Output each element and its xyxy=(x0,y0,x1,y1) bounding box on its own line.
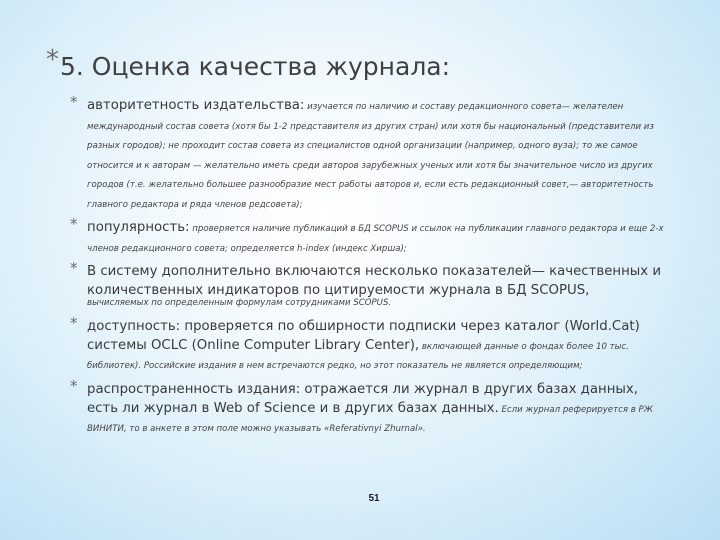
bullet-icon: * xyxy=(70,376,78,395)
bullet-main-text: авторитетность издательства: xyxy=(87,98,305,113)
bullet-note-text: включающей данные о фондах более 10 тыс. библиотек). Российские издания в нем встречаются редко, но этот показатель не является определяющим; xyxy=(87,341,629,371)
slide-title xyxy=(46,45,686,82)
bullet-main-text: распространенность издания: отражается ли журнал в других базах данных, есть ли журнал в Web of Science и в других базах данных. xyxy=(87,381,638,416)
bullet-main-text: популярность: xyxy=(87,220,190,235)
bullet-icon: * xyxy=(70,215,78,233)
bullet-list xyxy=(70,94,670,441)
bullet-authority xyxy=(70,94,670,211)
bullet-availability xyxy=(70,315,670,373)
bullet-note-text: вычисляемых по определенным формулам сотрудниками SCOPUS. xyxy=(87,298,392,308)
bullet-note-text: изучается по наличию и составу редакционного совета— желателен международный состав совета (хотя бы 1-2 представителя из других стран) или хотя бы национальный (представители из разных городов); не проходит состав совета из специалистов одной организации (например, одного вуза); то же самое относится и к авторам — желательно иметь среди авторов зарубежных ученых или хотя бы значительное число из других городов (т.е. желательно большее разнообразие мест работы авторов и, если есть редакционный совет,— авторитетность главного редактора и ряда членов редсовета); xyxy=(87,102,654,210)
bullet-main-text: В систему дополнительно включаются несколько показателей— качественных и количественных индикаторов по цитируемости журнала в БД SCOPUS, xyxy=(87,264,662,298)
bullet-icon: * xyxy=(70,93,78,111)
bullet-main-text: доступность: проверяется по обширности подписки через каталог (World.Cat) системы OCLC (Online Computer Library Center), xyxy=(87,318,640,353)
title-text: 5. Оценка качества журнала: xyxy=(60,52,451,81)
bullet-note-text: проверяется наличие публикаций в БД SCOPUS и ссылок на публикации главного редактора и еще 2-х членов редакционного совета; определяется h-index (индекс Хирша); xyxy=(87,224,664,254)
bullet-extra-indicators xyxy=(70,260,670,310)
bullet-distribution xyxy=(70,378,670,436)
bullet-note-text: Если журнал реферируется в РЖ ВИНИТИ, то в анкете в этом поле можно указывать «Referativnyi Zhurnal». xyxy=(87,404,653,434)
page-number: 51 xyxy=(368,493,380,504)
title-bullet-icon: * xyxy=(46,45,59,75)
bullet-icon: * xyxy=(70,259,78,277)
bullet-icon: * xyxy=(70,313,78,332)
bullet-popularity xyxy=(70,216,670,255)
